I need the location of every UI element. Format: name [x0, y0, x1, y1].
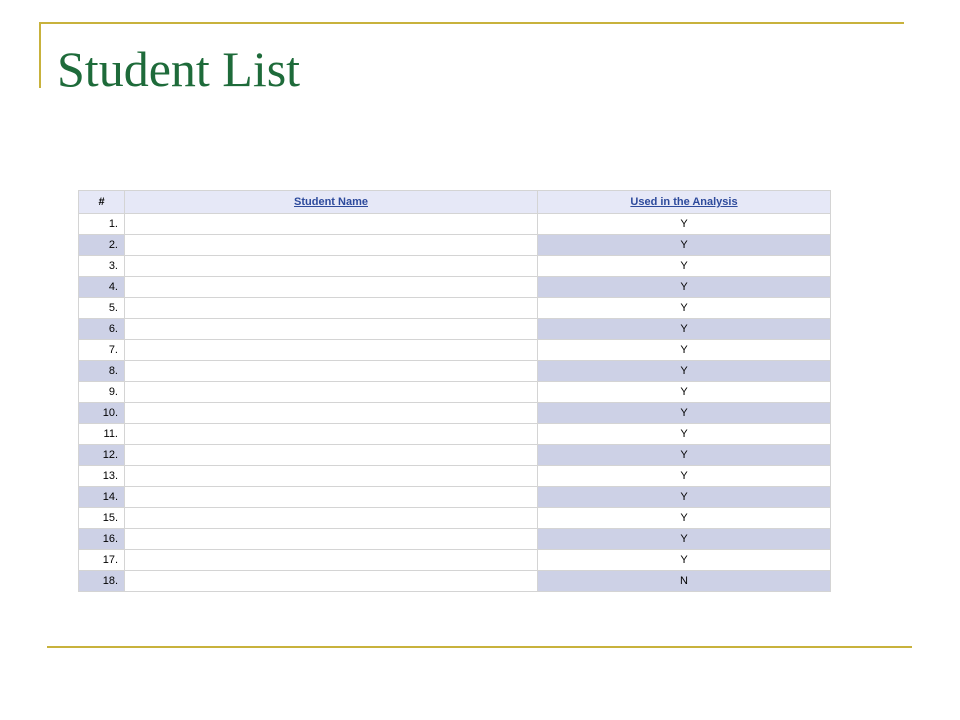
table-row	[79, 487, 831, 508]
used-in-analysis-cell: Y	[538, 340, 831, 361]
used-in-analysis-cell: Y	[538, 466, 831, 487]
row-number-cell: 4.	[79, 277, 125, 298]
used-in-analysis-cell: Y	[538, 487, 831, 508]
row-number-cell: 14.	[79, 487, 125, 508]
student-table-container	[78, 190, 830, 592]
used-in-analysis-cell: Y	[538, 424, 831, 445]
student-name-cell	[125, 529, 538, 550]
table-row	[79, 277, 831, 298]
used-in-analysis-cell: Y	[538, 277, 831, 298]
table-row	[79, 256, 831, 277]
student-name-cell	[125, 508, 538, 529]
row-number-cell: 6.	[79, 319, 125, 340]
student-name-cell	[125, 319, 538, 340]
bottom-rule	[47, 646, 912, 648]
table-body	[79, 214, 831, 592]
student-name-cell	[125, 340, 538, 361]
used-in-analysis-cell: Y	[538, 361, 831, 382]
row-number-cell: 2.	[79, 235, 125, 256]
used-in-analysis-cell: Y	[538, 214, 831, 235]
header-student-name	[125, 191, 538, 214]
row-number-cell: 7.	[79, 340, 125, 361]
sort-student-name-link[interactable]: Student Name	[294, 196, 368, 208]
row-number-cell: 18.	[79, 571, 125, 592]
student-name-cell	[125, 277, 538, 298]
header-used-in-analysis	[538, 191, 831, 214]
row-number-cell: 10.	[79, 403, 125, 424]
table-row	[79, 445, 831, 466]
table-row	[79, 403, 831, 424]
used-in-analysis-cell: N	[538, 571, 831, 592]
row-number-cell: 17.	[79, 550, 125, 571]
table-row	[79, 529, 831, 550]
table-row	[79, 361, 831, 382]
row-number-cell: 16.	[79, 529, 125, 550]
used-in-analysis-cell: Y	[538, 529, 831, 550]
table-row	[79, 319, 831, 340]
used-in-analysis-cell: Y	[538, 235, 831, 256]
header-number: #	[79, 191, 125, 214]
table-row	[79, 235, 831, 256]
student-table	[78, 190, 831, 592]
student-name-cell	[125, 256, 538, 277]
student-name-cell	[125, 466, 538, 487]
used-in-analysis-cell: Y	[538, 256, 831, 277]
table-row	[79, 340, 831, 361]
used-in-analysis-cell: Y	[538, 382, 831, 403]
top-rule	[39, 22, 904, 24]
row-number-cell: 3.	[79, 256, 125, 277]
row-number-cell: 9.	[79, 382, 125, 403]
student-name-cell	[125, 403, 538, 424]
row-number-cell: 13.	[79, 466, 125, 487]
student-name-cell	[125, 214, 538, 235]
used-in-analysis-cell: Y	[538, 445, 831, 466]
row-number-cell: 1.	[79, 214, 125, 235]
student-name-cell	[125, 235, 538, 256]
row-number-cell: 15.	[79, 508, 125, 529]
student-name-cell	[125, 571, 538, 592]
student-name-cell	[125, 487, 538, 508]
student-name-cell	[125, 424, 538, 445]
student-name-cell	[125, 550, 538, 571]
table-row	[79, 571, 831, 592]
table-row	[79, 466, 831, 487]
student-name-cell	[125, 382, 538, 403]
sort-used-in-analysis-link[interactable]: Used in the Analysis	[630, 196, 738, 208]
row-number-cell: 12.	[79, 445, 125, 466]
student-name-cell	[125, 445, 538, 466]
row-number-cell: 11.	[79, 424, 125, 445]
used-in-analysis-cell: Y	[538, 298, 831, 319]
table-row	[79, 382, 831, 403]
row-number-cell: 5.	[79, 298, 125, 319]
student-name-cell	[125, 361, 538, 382]
used-in-analysis-cell: Y	[538, 550, 831, 571]
student-name-cell	[125, 298, 538, 319]
table-row	[79, 214, 831, 235]
table-row	[79, 550, 831, 571]
left-rule	[39, 22, 41, 88]
used-in-analysis-cell: Y	[538, 319, 831, 340]
slide-title: Student List	[57, 41, 301, 97]
table-row	[79, 298, 831, 319]
table-row	[79, 424, 831, 445]
table-header-row	[79, 191, 831, 214]
used-in-analysis-cell: Y	[538, 403, 831, 424]
table-row	[79, 508, 831, 529]
used-in-analysis-cell: Y	[538, 508, 831, 529]
row-number-cell: 8.	[79, 361, 125, 382]
